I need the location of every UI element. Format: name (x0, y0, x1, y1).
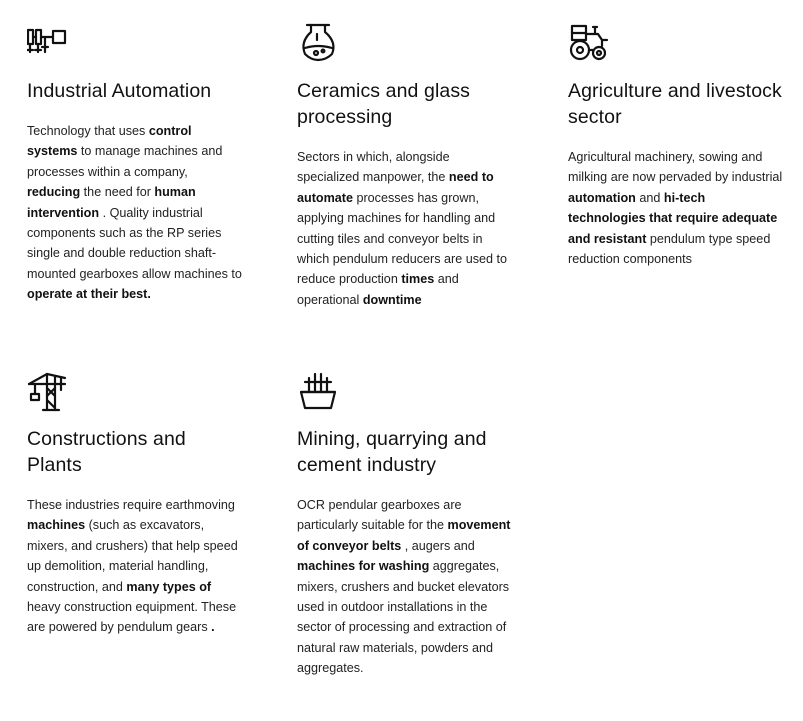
sector-description (297, 147, 512, 310)
emphasis-text: . (211, 620, 215, 635)
mining-cart-icon (297, 370, 339, 412)
sector-title: Mining, quarrying and cement industry (297, 428, 487, 476)
sector-title: Ceramics and glass processing (297, 80, 471, 128)
crane-icon (27, 370, 69, 412)
body-text: processes has grown, applying machines for handling and cutting tiles and conveyor belts in which pendulum reducers are used to reduce production (297, 190, 508, 287)
sector-card-mining-quarrying-cement (297, 370, 517, 679)
body-text: , augers and (401, 538, 475, 553)
sector-title: Industrial Automation (27, 80, 212, 102)
emphasis-text: operate at their best. (27, 287, 151, 302)
body-text: pendulum type speed reduction components (568, 231, 771, 267)
emphasis-text: need to automate (297, 170, 494, 205)
emphasis-text: control systems (27, 124, 192, 159)
body-text: OCR pendular gearboxes are particularly suitable for the (297, 498, 462, 533)
body-text: Agricultural machinery, sowing and milking are now pervaded by industrial (568, 150, 783, 185)
body-text: Sectors in which, alongside specialized manpower, the (297, 150, 450, 185)
emphasis-text: times (401, 272, 435, 287)
sector-description (27, 495, 242, 638)
emphasis-text: downtime (362, 292, 422, 307)
emphasis-text: human intervention (27, 185, 196, 220)
emphasis-text: movement of conveyor belts (297, 518, 511, 553)
emphasis-text: hi-tech technologies that require adequate and resistant (568, 190, 778, 246)
body-text: (such as excavators, mixers, and crushers) that help speed up demolition, material handling, construction, and (27, 518, 238, 594)
body-text: the need for (80, 185, 155, 200)
body-text: to manage machines and processes within a company, (27, 144, 223, 179)
gearbox-shaft-icon (27, 22, 69, 64)
emphasis-text: machines (27, 518, 86, 533)
body-text: and operational (297, 272, 459, 307)
flask-icon (297, 22, 339, 64)
emphasis-text: automation (568, 190, 636, 205)
sector-card-industrial-automation (27, 22, 242, 305)
emphasis-text: machines for washing (297, 559, 430, 574)
sector-card-constructions-plants (27, 370, 242, 638)
body-text: and (635, 190, 664, 205)
body-text: . Quality industrial components such as the RP series single and double reduction shaft-mounted gearboxes allow machines to (27, 205, 242, 281)
body-text: heavy construction equipment. These are powered by pendulum gears (27, 600, 237, 635)
sector-description (568, 147, 783, 269)
emphasis-text: reducing (27, 185, 81, 200)
sector-description (297, 495, 517, 679)
sector-title: Constructions and Plants (27, 428, 186, 476)
body-text: aggregates, mixers, crushers and bucket elevators used in outdoor installations in the sector of processing and extraction of natural raw materials, powders and aggregates. (297, 559, 510, 676)
body-text: Technology that uses (27, 124, 149, 138)
sector-title: Agriculture and livestock sector (568, 80, 782, 128)
sector-card-ceramics-glass (297, 22, 512, 310)
body-text: These industries require earthmoving (27, 498, 235, 512)
sector-description (27, 121, 242, 305)
emphasis-text: many types of (126, 579, 212, 594)
tractor-icon (568, 22, 610, 64)
sector-card-agriculture-livestock (568, 22, 783, 269)
